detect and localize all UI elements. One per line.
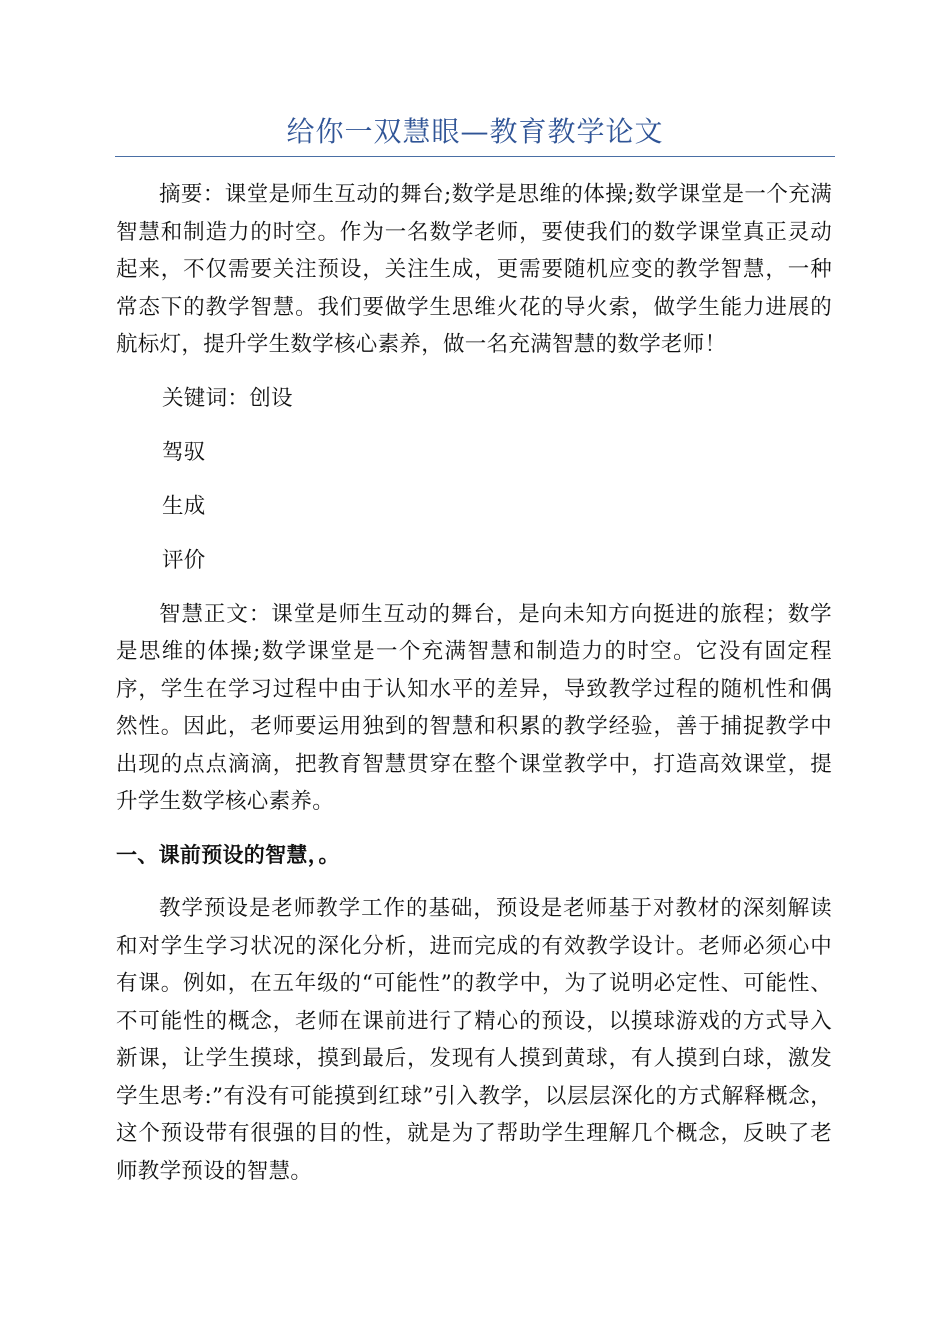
abstract-paragraph: 摘要：课堂是师生互动的舞台;数学是思维的体操;数学课堂是一个充满智慧和制造力的时空。作为一名数学老师，要使我们的数学课堂真正灵动起来，不仅需要关注预设，关注生成，更需要随机应变的教学智慧，一种常态下的教学智慧。我们要做学生思维火花的导火索，做学生能力进展的航标灯，提升学生数学核心素养，做一名充满智慧的数学老师！	[116, 182, 832, 357]
keyword-line-4: 评价	[162, 547, 206, 573]
section-heading: 一、课前预设的智慧，。	[116, 842, 340, 867]
document-title: 给你一双慧眼—教育教学论文	[286, 115, 664, 148]
document-body	[116, 176, 832, 1206]
keyword-line-3: 生成	[162, 493, 206, 519]
keyword-line-2: 驾驭	[162, 439, 206, 465]
keyword-line-1: 关键词：创设	[162, 385, 293, 411]
body-intro-paragraph: 智慧正文：课堂是师生互动的舞台，是向未知方向挺进的旅程；数学是思维的体操;数学课堂是一个充满智慧和制造力的时空。它没有固定程序，学生在学习过程中由于认知水平的差异，导致教学过程的随机性和偶然性。因此，老师要运用独到的智慧和积累的教学经验，善于捕捉教学中出现的点点滴滴，把教育智慧贯穿在整个课堂教学中，打造高效课堂，提升学生数学核心素养。	[116, 601, 832, 814]
title-block	[115, 112, 835, 157]
section-paragraph: 教学预设是老师教学工作的基础，预设是老师基于对教材的深刻解读和对学生学习状况的深化分析，进而完成的有效教学设计。老师必须心中有课。例如，在五年级的“可能性”的教学中，为了说明必定性、可能性、不可能性的概念，老师在课前进行了精心的预设，以摸球游戏的方式导入新课，让学生摸球，摸到最后，发现有人摸到黄球，有人摸到白球，激发学生思考:”有没有可能摸到红球”引入教学，以层层深化的方式解释概念，这个预设带有很强的目的性，就是为了帮助学生理解几个概念，反映了老师教学预设的智慧。	[116, 896, 832, 1184]
